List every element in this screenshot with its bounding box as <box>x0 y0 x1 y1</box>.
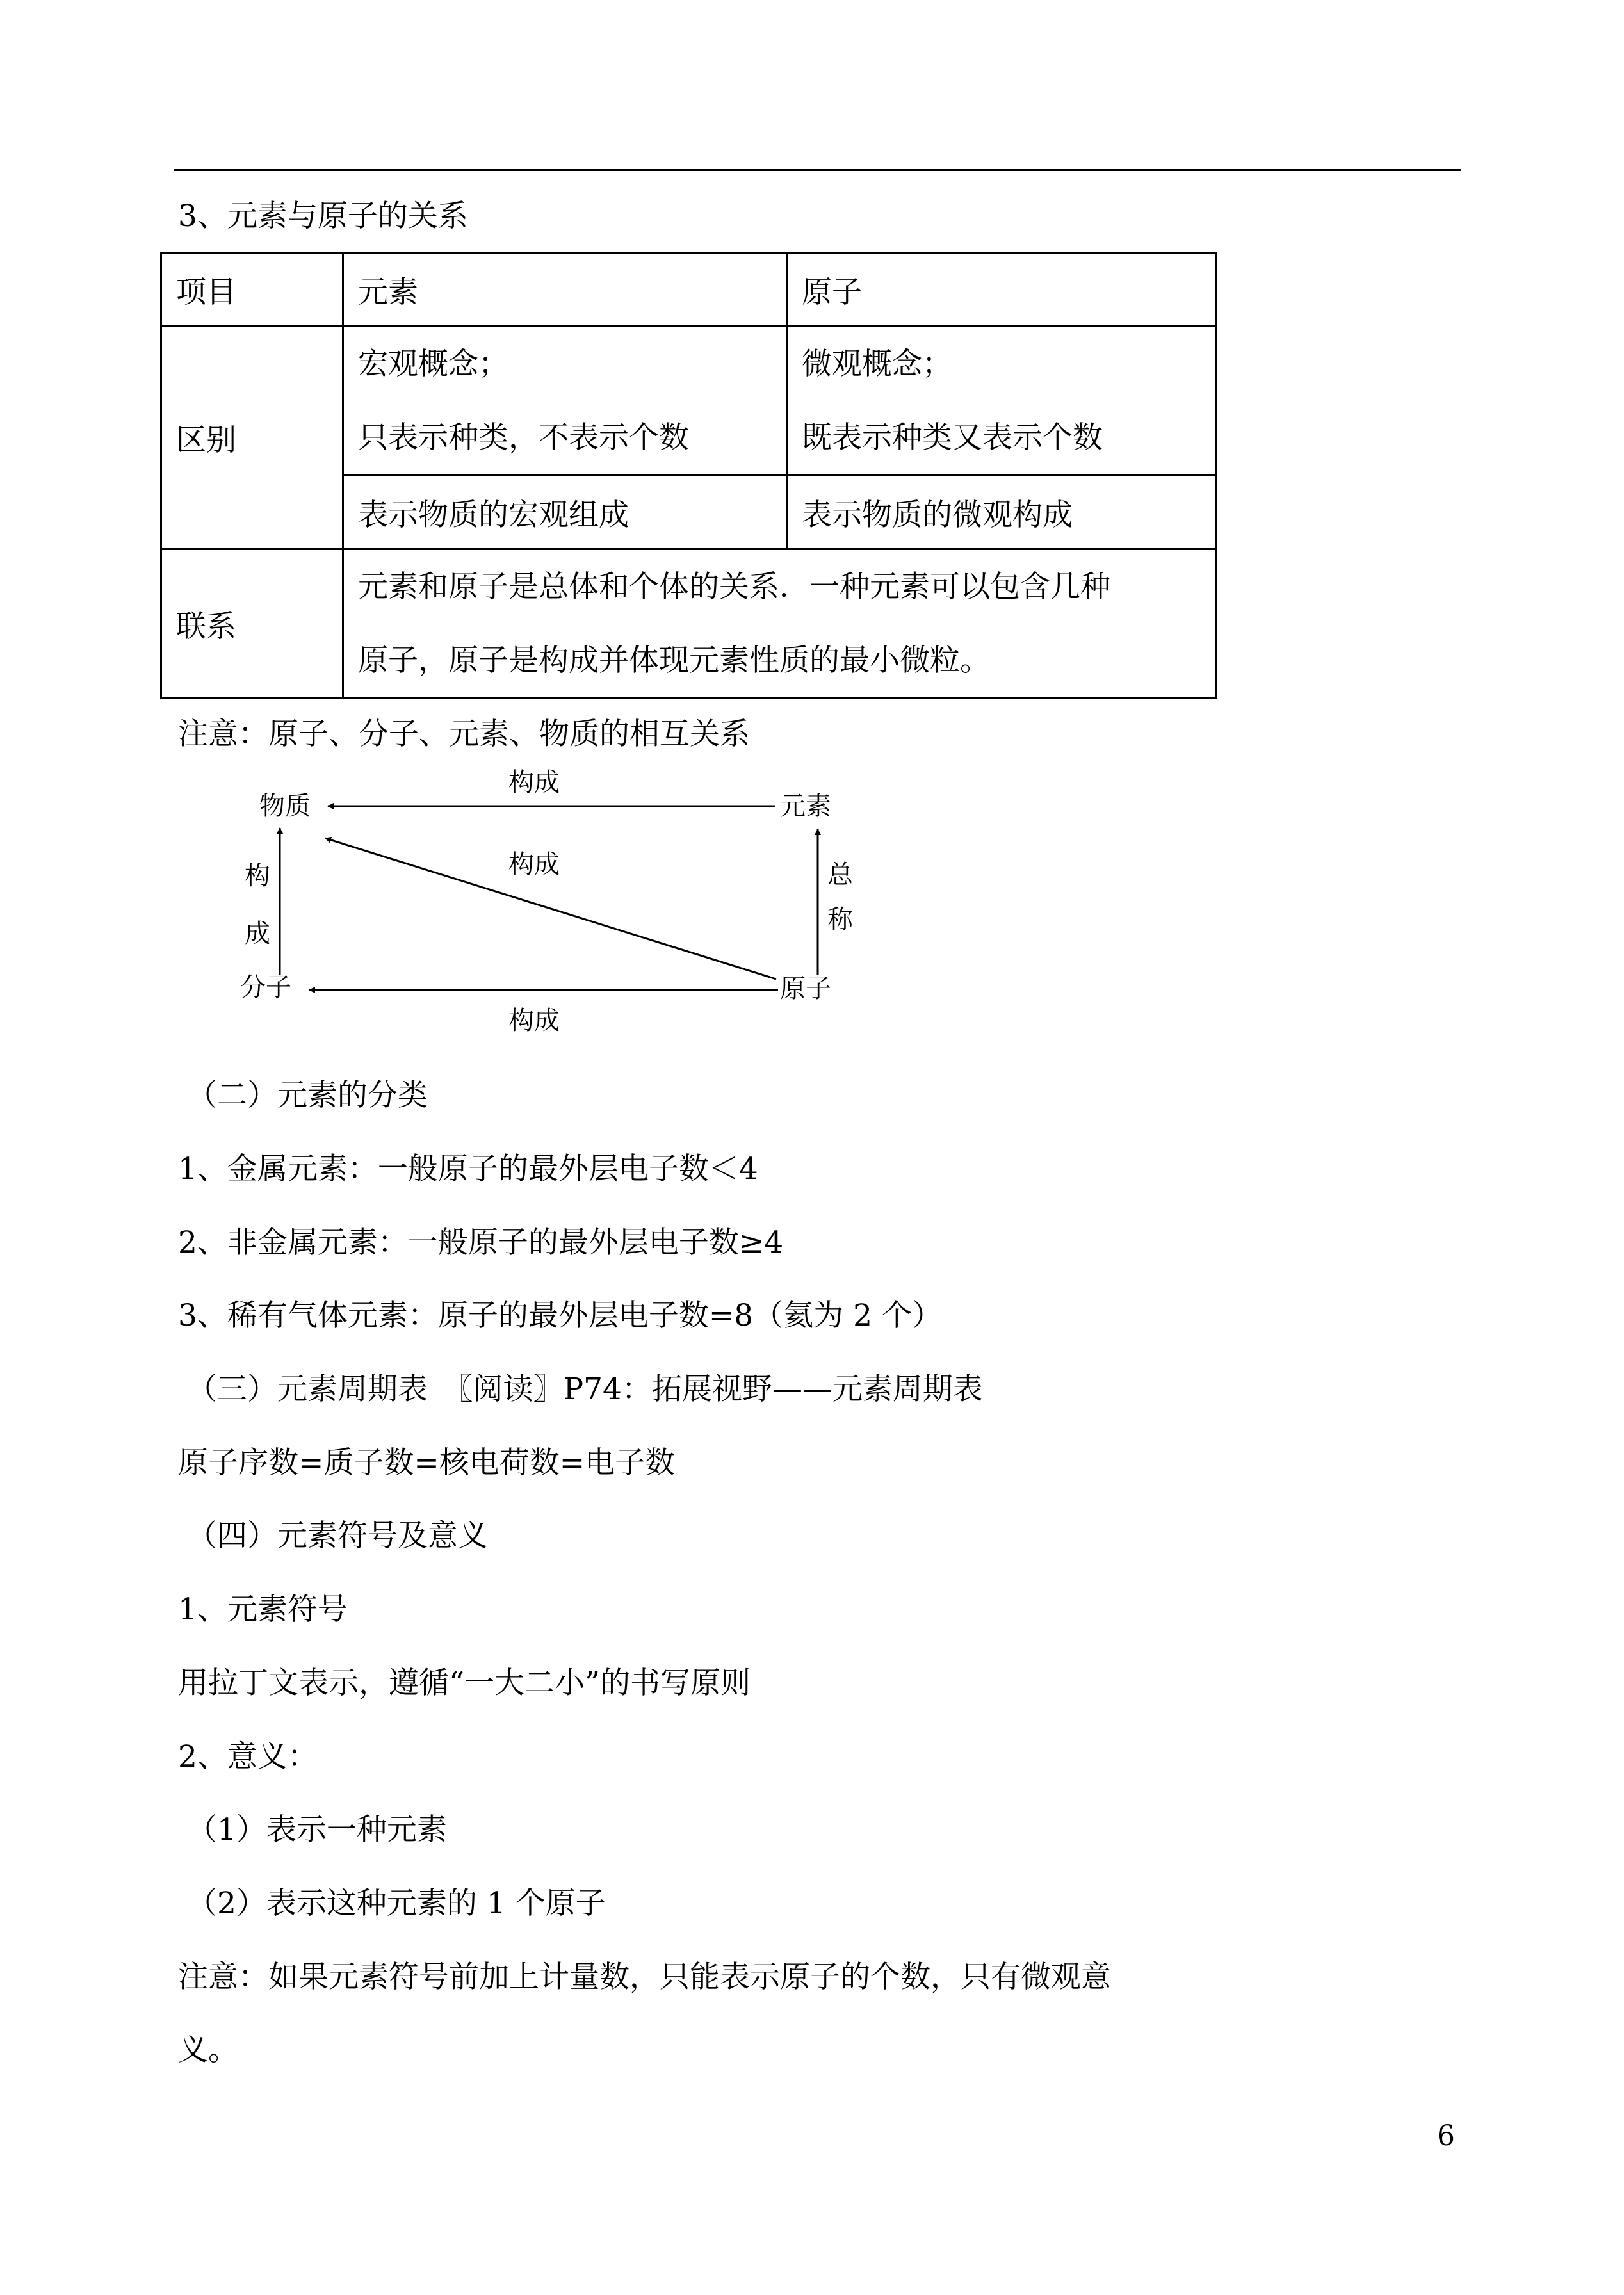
text-line: 2、意义： <box>178 1739 318 1774</box>
cell-atom-diff-2: 表示物质的微观构成 <box>787 476 1217 549</box>
cell-text: 既表示种类又表示个数 <box>802 420 1103 455</box>
text-line: 3、稀有气体元素：原子的最外层电子数=8（氦为 2 个） <box>178 1298 942 1333</box>
text-line: （2）表示这种元素的 1 个原子 <box>187 1886 606 1921</box>
label-compose-diagonal: 构成 <box>508 850 560 879</box>
node-molecule: 分子 <box>240 973 291 1002</box>
header-item: 项目 <box>161 253 343 327</box>
text-line: （四）元素符号及意义 <box>187 1518 488 1553</box>
label-chen: 称 <box>827 905 853 934</box>
table-header-row <box>161 253 1217 327</box>
text-line: 1、金属元素：一般原子的最外层电子数＜4 <box>178 1151 758 1187</box>
cell-link <box>343 549 1217 699</box>
text-line: 用拉丁文表示，遵循“一大二小”的书写原则 <box>178 1666 751 1701</box>
header-element: 元素 <box>343 253 787 327</box>
header-atom: 原子 <box>787 253 1217 327</box>
section-heading: 3、元素与原子的关系 <box>178 199 468 234</box>
cell-text: 只表示种类，不表示个数 <box>358 420 689 455</box>
relation-diagram <box>231 765 871 1066</box>
text-line: 注意：如果元素符号前加上计量数，只能表示原子的个数，只有微观意 <box>178 1959 1111 1995</box>
note-relation: 注意：原子、分子、元素、物质的相互关系 <box>178 717 750 752</box>
cell-text: 元素和原子是总体和个体的关系．一种元素可以包含几种 <box>358 569 1110 604</box>
label-gou: 构 <box>245 861 270 891</box>
text-line: 2、非金属元素：一般原子的最外层电子数≥4 <box>178 1225 784 1260</box>
label-compose-top: 构成 <box>508 768 560 797</box>
text-line: （1）表示一种元素 <box>187 1812 447 1847</box>
node-matter: 物质 <box>259 791 311 821</box>
cell-text: 原子，原子是构成并体现元素性质的最小微粒。 <box>358 643 990 678</box>
label-compose-bottom: 构成 <box>508 1006 560 1035</box>
text-line: 义。 <box>178 2032 238 2068</box>
label-zong: 总 <box>827 860 853 889</box>
text-line: 1、元素符号 <box>178 1592 348 1627</box>
text-line: （三）元素周期表 〖阅读〗P74：拓展视野——元素周期表 <box>187 1372 983 1407</box>
cell-text: 宏观概念； <box>358 346 508 382</box>
cell-text: 微观概念； <box>802 346 952 382</box>
table-row-diff-1 <box>161 327 1217 476</box>
header-rule <box>174 169 1461 171</box>
text-line: （二）元素的分类 <box>187 1078 428 1113</box>
cell-element-diff-2: 表示物质的宏观组成 <box>343 476 787 549</box>
label-cheng: 成 <box>245 919 270 948</box>
row-label-diff: 区别 <box>161 327 343 549</box>
row-label-link: 联系 <box>161 549 343 699</box>
cell-element-diff-1 <box>343 327 787 476</box>
text-line: 原子序数=质子数=核电荷数=电子数 <box>178 1445 676 1480</box>
cell-atom-diff-1 <box>787 327 1217 476</box>
node-atom: 原子 <box>780 974 831 1003</box>
element-atom-table <box>160 252 1217 699</box>
page-number: 6 <box>1437 2120 1455 2152</box>
node-element: 元素 <box>780 791 831 821</box>
table-row-link <box>161 549 1217 699</box>
